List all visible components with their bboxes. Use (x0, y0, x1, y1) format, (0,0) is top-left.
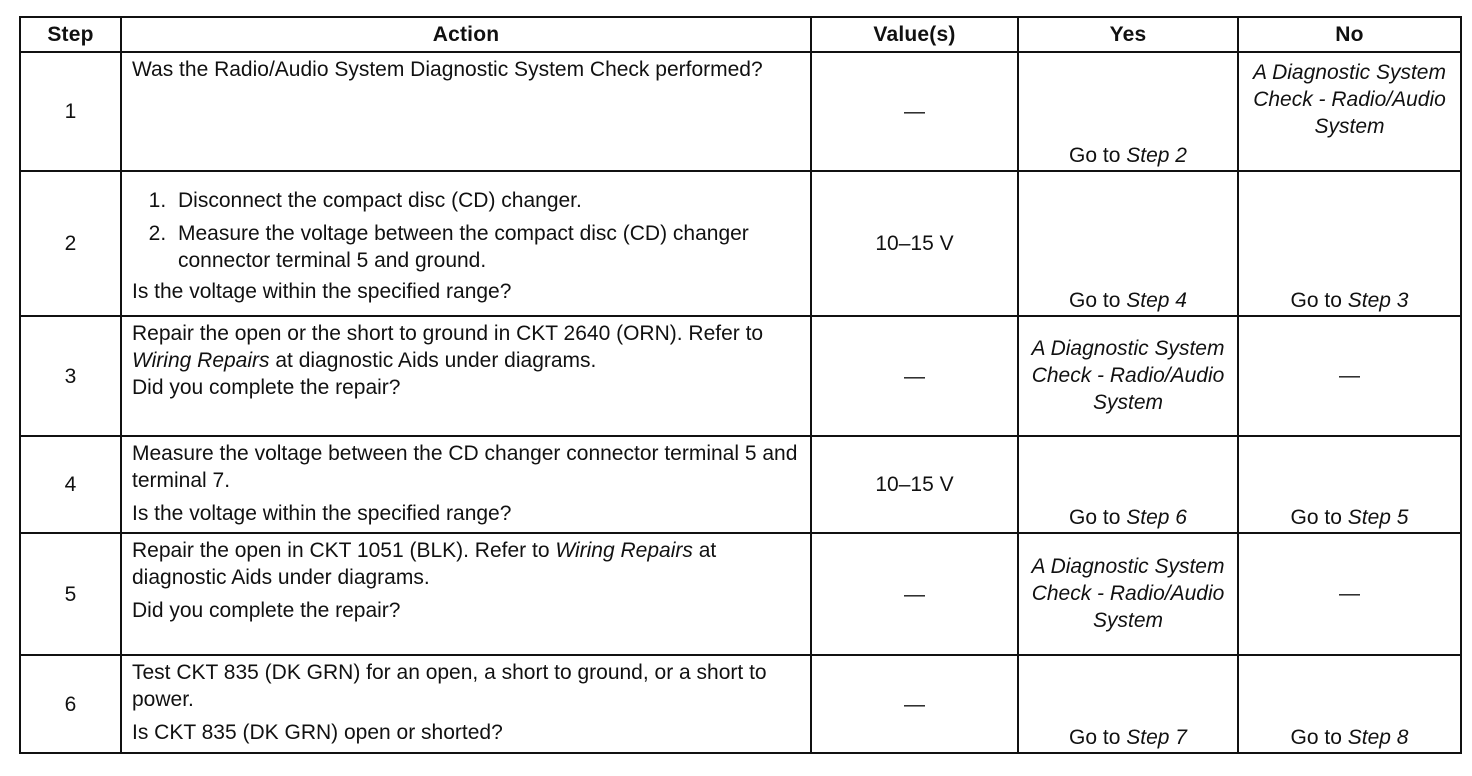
action-cell (121, 171, 811, 316)
header-no: No (1238, 17, 1461, 52)
action-text: Test CKT 835 (DK GRN) for an open, a short to ground, or a short to power. (132, 661, 767, 711)
yes-cell (1018, 52, 1238, 171)
value-cell: — (811, 316, 1018, 436)
step-link[interactable]: Step 3 (1347, 289, 1409, 312)
step-number: 1 (20, 52, 121, 171)
diagnostic-check-link[interactable]: A Diagnostic System Check - Radio/Audio System (1031, 337, 1225, 414)
value-cell: — (811, 52, 1018, 171)
no-cell (1238, 171, 1461, 316)
action-question: Did you complete the repair? (132, 376, 401, 399)
table-row (20, 533, 1461, 655)
action-cell (121, 436, 811, 533)
action-question: Is CKT 835 (DK GRN) open or shorted? (132, 721, 503, 744)
table-row (20, 436, 1461, 533)
step-link[interactable]: Step 7 (1126, 726, 1187, 749)
table-row (20, 171, 1461, 316)
step-number: 3 (20, 316, 121, 436)
action-text (132, 537, 802, 591)
wiring-repairs-link[interactable]: Wiring Repairs (132, 349, 270, 372)
action-text (132, 320, 802, 374)
diagnostic-check-link[interactable]: A Diagnostic System Check - Radio/Audio System (1031, 555, 1225, 632)
goto-prefix: Go to (1069, 144, 1127, 167)
action-cell (121, 655, 811, 753)
header-step: Step (20, 17, 121, 52)
goto-prefix: Go to (1290, 506, 1348, 529)
goto-prefix: Go to (1069, 506, 1127, 529)
action-text-before: Repair the open or the short to ground in CKT 2640 (ORN). Refer to (132, 322, 764, 345)
action-steps (132, 187, 802, 274)
yes-cell (1018, 171, 1238, 316)
step-link[interactable]: Step 4 (1126, 289, 1187, 312)
step-number: 2 (20, 171, 121, 316)
no-cell: — (1238, 316, 1461, 436)
goto-prefix: Go to (1069, 726, 1127, 749)
yes-cell (1018, 533, 1238, 655)
no-cell (1238, 436, 1461, 533)
table-row (20, 52, 1461, 171)
action-text-after: at diagnostic Aids under diagrams. (132, 539, 717, 589)
action-cell (121, 316, 811, 436)
step-number: 5 (20, 533, 121, 655)
yes-cell (1018, 316, 1238, 436)
step-link[interactable]: Step 8 (1347, 726, 1409, 749)
header-yes: Yes (1018, 17, 1238, 52)
action-step-item: 2. Measure the voltage between the compact disc (CD) changer connector terminal 5 and ground. (172, 220, 802, 274)
value-cell: — (811, 533, 1018, 655)
header-row (20, 17, 1461, 52)
goto-prefix: Go to (1290, 726, 1348, 749)
action-text: Measure the voltage between the CD changer connector terminal 5 and terminal 7. (132, 442, 798, 492)
action-step-item: 1. Disconnect the compact disc (CD) changer. (172, 187, 802, 214)
step-link[interactable]: Step 6 (1126, 506, 1187, 529)
diagnostic-table (19, 16, 1462, 754)
goto-prefix: Go to (1069, 289, 1127, 312)
diagnostic-check-link[interactable]: A Diagnostic System Check - Radio/Audio System (1253, 61, 1446, 138)
action-question: Is the voltage within the specified range? (132, 502, 512, 525)
table-row (20, 655, 1461, 753)
step-link[interactable]: Step 5 (1347, 506, 1409, 529)
no-cell: — (1238, 533, 1461, 655)
goto-prefix: Go to (1290, 289, 1348, 312)
value-cell: — (811, 655, 1018, 753)
yes-cell (1018, 436, 1238, 533)
action-question: Is the voltage within the specified range? (132, 280, 512, 303)
action-text: Was the Radio/Audio System Diagnostic System Check performed? (132, 58, 763, 81)
wiring-repairs-link[interactable]: Wiring Repairs (555, 539, 693, 562)
step-number: 6 (20, 655, 121, 753)
yes-cell (1018, 655, 1238, 753)
header-action: Action (121, 17, 811, 52)
action-cell (121, 52, 811, 171)
step-link[interactable]: Step 2 (1126, 144, 1187, 167)
value-cell: 10–15 V (811, 436, 1018, 533)
action-text-after: at diagnostic Aids under diagrams. (269, 349, 597, 372)
action-text-before: Repair the open in CKT 1051 (BLK). Refer to (132, 539, 556, 562)
header-value: Value(s) (811, 17, 1018, 52)
step-number: 4 (20, 436, 121, 533)
no-cell (1238, 52, 1461, 171)
action-cell (121, 533, 811, 655)
table-row (20, 316, 1461, 436)
action-question: Did you complete the repair? (132, 599, 401, 622)
value-cell: 10–15 V (811, 171, 1018, 316)
no-cell (1238, 655, 1461, 753)
